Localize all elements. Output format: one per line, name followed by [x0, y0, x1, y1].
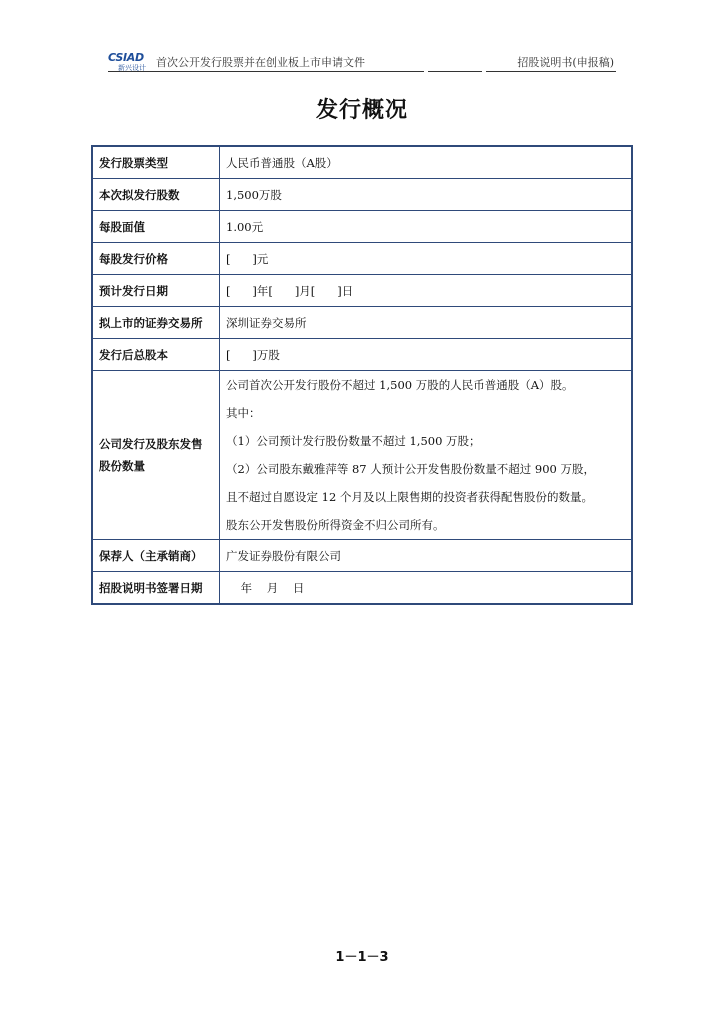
table-row — [92, 371, 632, 540]
table-row — [92, 211, 632, 243]
share-detail-line: 其中： — [226, 406, 261, 420]
header-rule-gap — [482, 70, 486, 73]
row-label-stock-type: 发行股票类型 — [92, 146, 220, 179]
row-value-shares-offered: 1,500万股 — [220, 179, 633, 211]
row-value-par-value: 1.00元 — [220, 211, 633, 243]
row-label-share-quantity-line2: 股份数量 — [99, 459, 145, 473]
table-row — [92, 339, 632, 371]
row-label-shares-offered: 本次拟发行股数 — [92, 179, 220, 211]
share-detail-line: 且不超过自愿设定 12 个月及以上限售期的投资者获得配售股份的数量。 — [226, 490, 593, 504]
logo-main-text: CSIAD — [108, 51, 144, 64]
table-row — [92, 146, 632, 179]
header-document-title: 首次公开发行股票并在创业板上市申请文件 — [156, 56, 365, 69]
company-logo — [108, 50, 150, 72]
row-label-share-quantity — [92, 371, 220, 540]
logo-sub-text: 新兴设计 — [118, 64, 146, 72]
row-value-sponsor: 广发证券股份有限公司 — [220, 540, 633, 572]
table-row — [92, 275, 632, 307]
row-value-signing-date: 年 月 日 — [220, 572, 633, 605]
row-value-total-shares: [ ]万股 — [220, 339, 633, 371]
row-value-issue-date: [ ]年[ ]月[ ]日 — [220, 275, 633, 307]
share-detail-line: （1）公司预计发行股份数量不超过 1,500 万股； — [226, 434, 481, 448]
table-row — [92, 307, 632, 339]
row-label-share-quantity-line1: 公司发行及股东发售 — [99, 437, 203, 451]
row-label-exchange: 拟上市的证券交易所 — [92, 307, 220, 339]
offering-overview-table — [91, 145, 633, 605]
row-value-stock-type: 人民币普通股（A股） — [220, 146, 633, 179]
table-row — [92, 540, 632, 572]
table-row — [92, 243, 632, 275]
row-value-issue-price: [ ]元 — [220, 243, 633, 275]
page-number: 1－1－3 — [335, 950, 389, 965]
row-label-issue-price: 每股发行价格 — [92, 243, 220, 275]
page-header — [108, 50, 616, 74]
share-detail-line: 股东公开发售股份所得资金不归公司所有。 — [226, 518, 445, 532]
share-detail-line: 公司首次公开发行股份不超过 1,500 万股的人民币普通股（A）股。 — [226, 378, 574, 392]
row-value-exchange: 深圳证券交易所 — [220, 307, 633, 339]
table-row — [92, 572, 632, 605]
row-label-sponsor: 保荐人（主承销商） — [92, 540, 220, 572]
page-title: 发行概况 — [315, 98, 408, 123]
row-label-signing-date: 招股说明书签署日期 — [92, 572, 220, 605]
header-rule-gap — [424, 70, 428, 73]
row-label-par-value: 每股面值 — [92, 211, 220, 243]
share-detail-line: （2）公司股东戴雅萍等 87 人预计公开发售股份数量不超过 900 万股， — [226, 462, 596, 476]
header-rule — [108, 71, 616, 72]
row-label-total-shares: 发行后总股本 — [92, 339, 220, 371]
row-value-share-quantity — [220, 371, 633, 540]
row-label-issue-date: 预计发行日期 — [92, 275, 220, 307]
header-document-type: 招股说明书(申报稿) — [517, 56, 614, 69]
table-row — [92, 179, 632, 211]
